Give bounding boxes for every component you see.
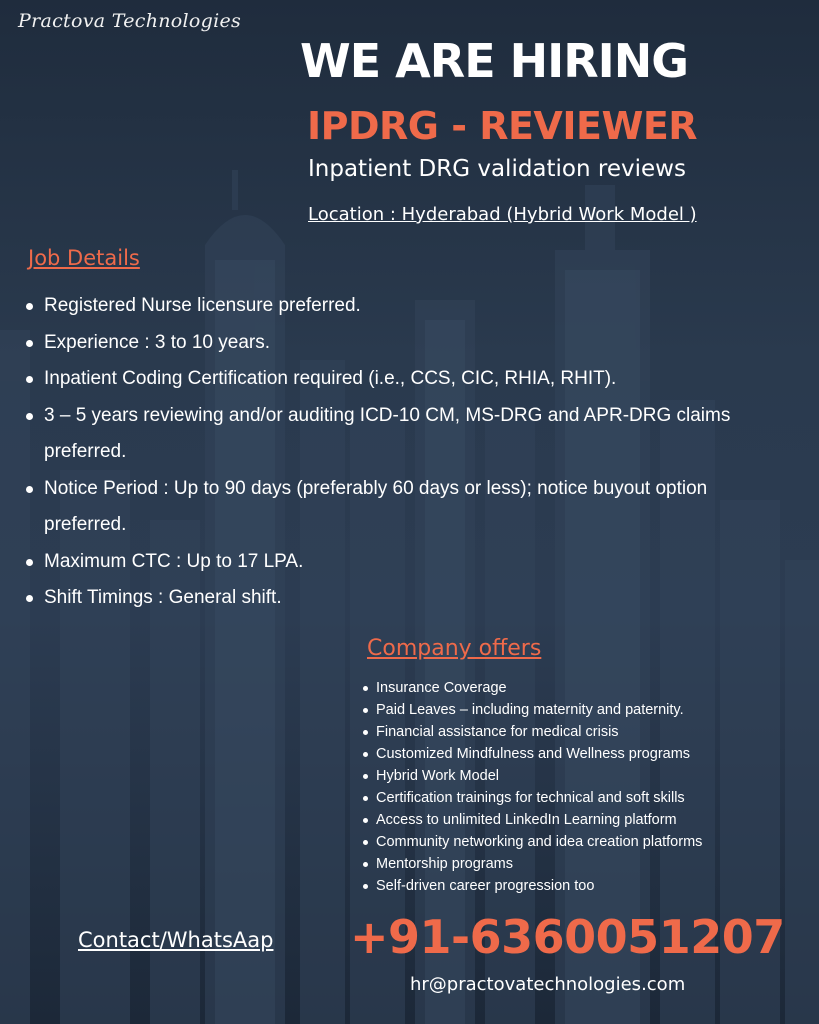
- offer-item: Access to unlimited LinkedIn Learning platform: [360, 809, 790, 831]
- offer-item: Self-driven career progression too: [360, 875, 790, 897]
- offer-item: Hybrid Work Model: [360, 765, 790, 787]
- contact-whatsapp-label: Contact/WhatsAap: [78, 928, 274, 952]
- job-detail-item: Experience : 3 to 10 years.: [22, 325, 742, 362]
- job-details-heading: Job Details: [28, 246, 140, 270]
- headline: WE ARE HIRING: [300, 34, 689, 88]
- contact-email: hr@practovatechnologies.com: [410, 974, 686, 995]
- offer-item: Financial assistance for medical crisis: [360, 721, 790, 743]
- job-detail-item: Inpatient Coding Certification required (i.e., CCS, CIC, RHIA, RHIT).: [22, 361, 742, 398]
- offer-item: Mentorship programs: [360, 853, 790, 875]
- job-details-list: [22, 288, 742, 617]
- offer-item: Insurance Coverage: [360, 677, 790, 699]
- job-detail-item: Shift Timings : General shift.: [22, 580, 742, 617]
- offer-item: Certification trainings for technical and soft skills: [360, 787, 790, 809]
- contact-phone-number: +91-6360051207: [350, 910, 785, 964]
- job-detail-item: Notice Period : Up to 90 days (preferably 60 days or less); notice buyout option preferred.: [22, 471, 742, 544]
- job-detail-item: Maximum CTC : Up to 17 LPA.: [22, 544, 742, 581]
- company-offers-list: [360, 677, 790, 897]
- job-detail-item: Registered Nurse licensure preferred.: [22, 288, 742, 325]
- job-subtitle: Inpatient DRG validation reviews: [308, 156, 686, 182]
- job-role-title: IPDRG - REVIEWER: [307, 104, 698, 148]
- job-location: Location : Hyderabad (Hybrid Work Model ): [308, 204, 697, 225]
- company-offers-heading: Company offers: [367, 636, 542, 661]
- job-detail-item: 3 – 5 years reviewing and/or auditing ICD-10 CM, MS-DRG and APR-DRG claims preferred.: [22, 398, 742, 471]
- offer-item: Customized Mindfulness and Wellness programs: [360, 743, 790, 765]
- offer-item: Community networking and idea creation platforms: [360, 831, 790, 853]
- company-brand: Practova Technologies: [18, 10, 242, 32]
- offer-item: Paid Leaves – including maternity and paternity.: [360, 699, 790, 721]
